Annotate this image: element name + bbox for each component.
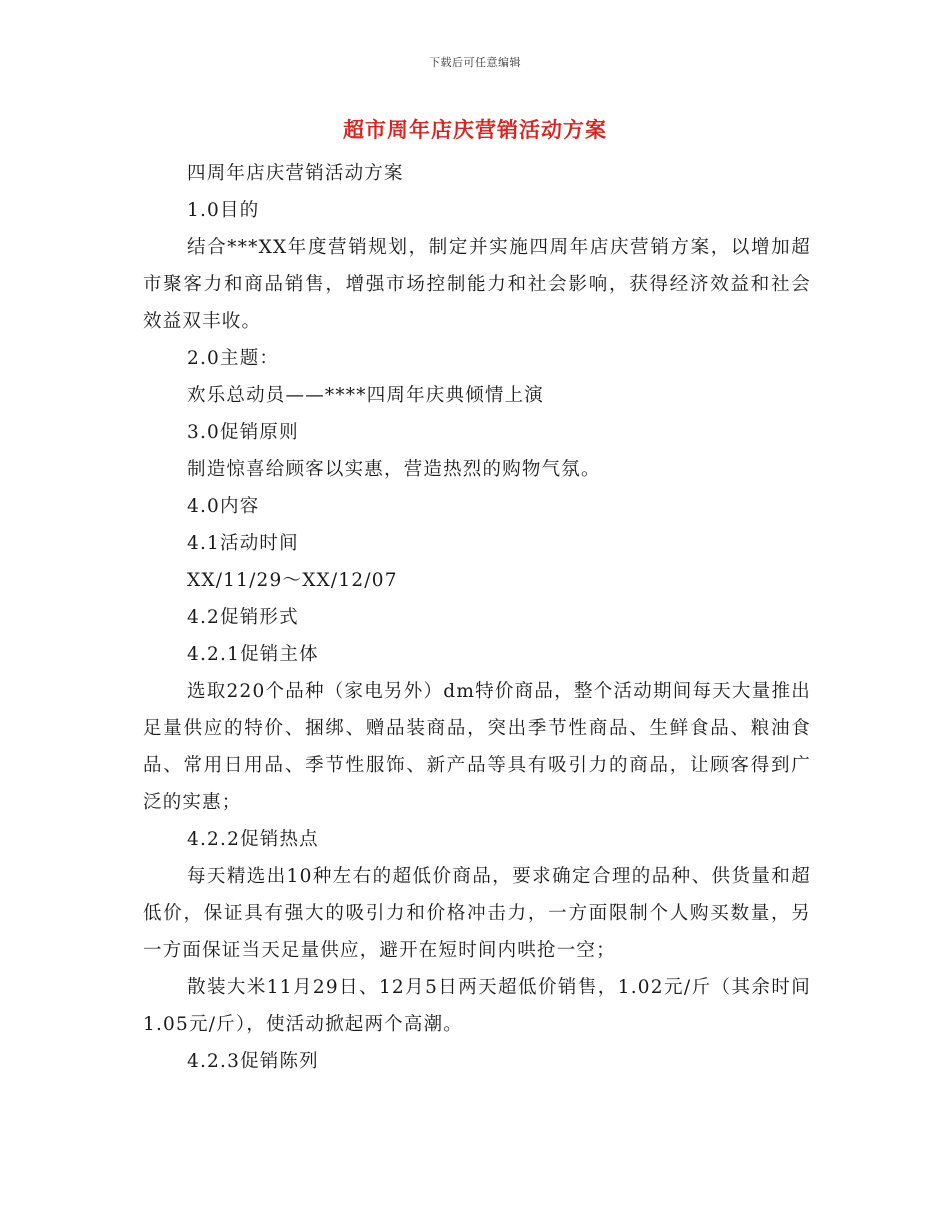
paragraph-promotion-hotspot: 每天精选出10种左右的超低价商品，要求确定合理的品种、供货量和超低价，保证具有强大的吸引力和价格冲击力，一方面限制个人购买数量，另一方面保证当天足量供应，避开在短时间内哄抢一空； <box>143 866 811 961</box>
header-note: 下载后可任意编辑 <box>429 56 521 69</box>
heading-content: 4.0内容 <box>187 496 260 517</box>
paragraph-rice-sale: 散装大米11月29日、12月5日两天超低价销售，1.02元/斤（其余时间1.05元/斤），使活动掀起两个高潮。 <box>143 977 811 1035</box>
paragraph-purpose: 结合***XX年度营销规划，制定并实施四周年店庆营销方案，以增加超市聚客力和商品销售，增强市场控制能力和社会影响，获得经济效益和社会效益双丰收。 <box>143 237 811 332</box>
heading-principle: 3.0促销原则 <box>187 422 299 443</box>
heading-promotion-display: 4.2.3促销陈列 <box>187 1051 319 1072</box>
document-title: 超市周年店庆营销活动方案 <box>343 117 607 142</box>
paragraph-theme: 欢乐总动员——****四周年庆典倾情上演 <box>187 385 545 406</box>
heading-activity-time: 4.1活动时间 <box>187 533 299 554</box>
heading-purpose: 1.0目的 <box>187 200 260 221</box>
heading-theme: 2.0主题： <box>187 348 280 369</box>
heading-promotion-hotspot: 4.2.2促销热点 <box>187 829 319 850</box>
heading-promotion-main: 4.2.1促销主体 <box>187 644 319 665</box>
paragraph-promotion-main: 选取220个品种（家电另外）dm特价商品，整个活动期间每天大量推出足量供应的特价、捆绑、赠品装商品，突出季节性商品、生鲜食品、粮油食品、常用日用品、季节性服饰、新产品等具有吸引力的商品，让顾客得到广泛的实惠； <box>143 681 811 813</box>
heading-promotion-form: 4.2促销形式 <box>187 607 299 628</box>
paragraph-activity-time: XX/11/29～XX/12/07 <box>187 570 398 591</box>
paragraph-principle: 制造惊喜给顾客以实惠，营造热烈的购物气氛。 <box>187 459 601 480</box>
document-body <box>143 155 811 1080</box>
paragraph-subtitle: 四周年店庆营销活动方案 <box>187 163 404 184</box>
